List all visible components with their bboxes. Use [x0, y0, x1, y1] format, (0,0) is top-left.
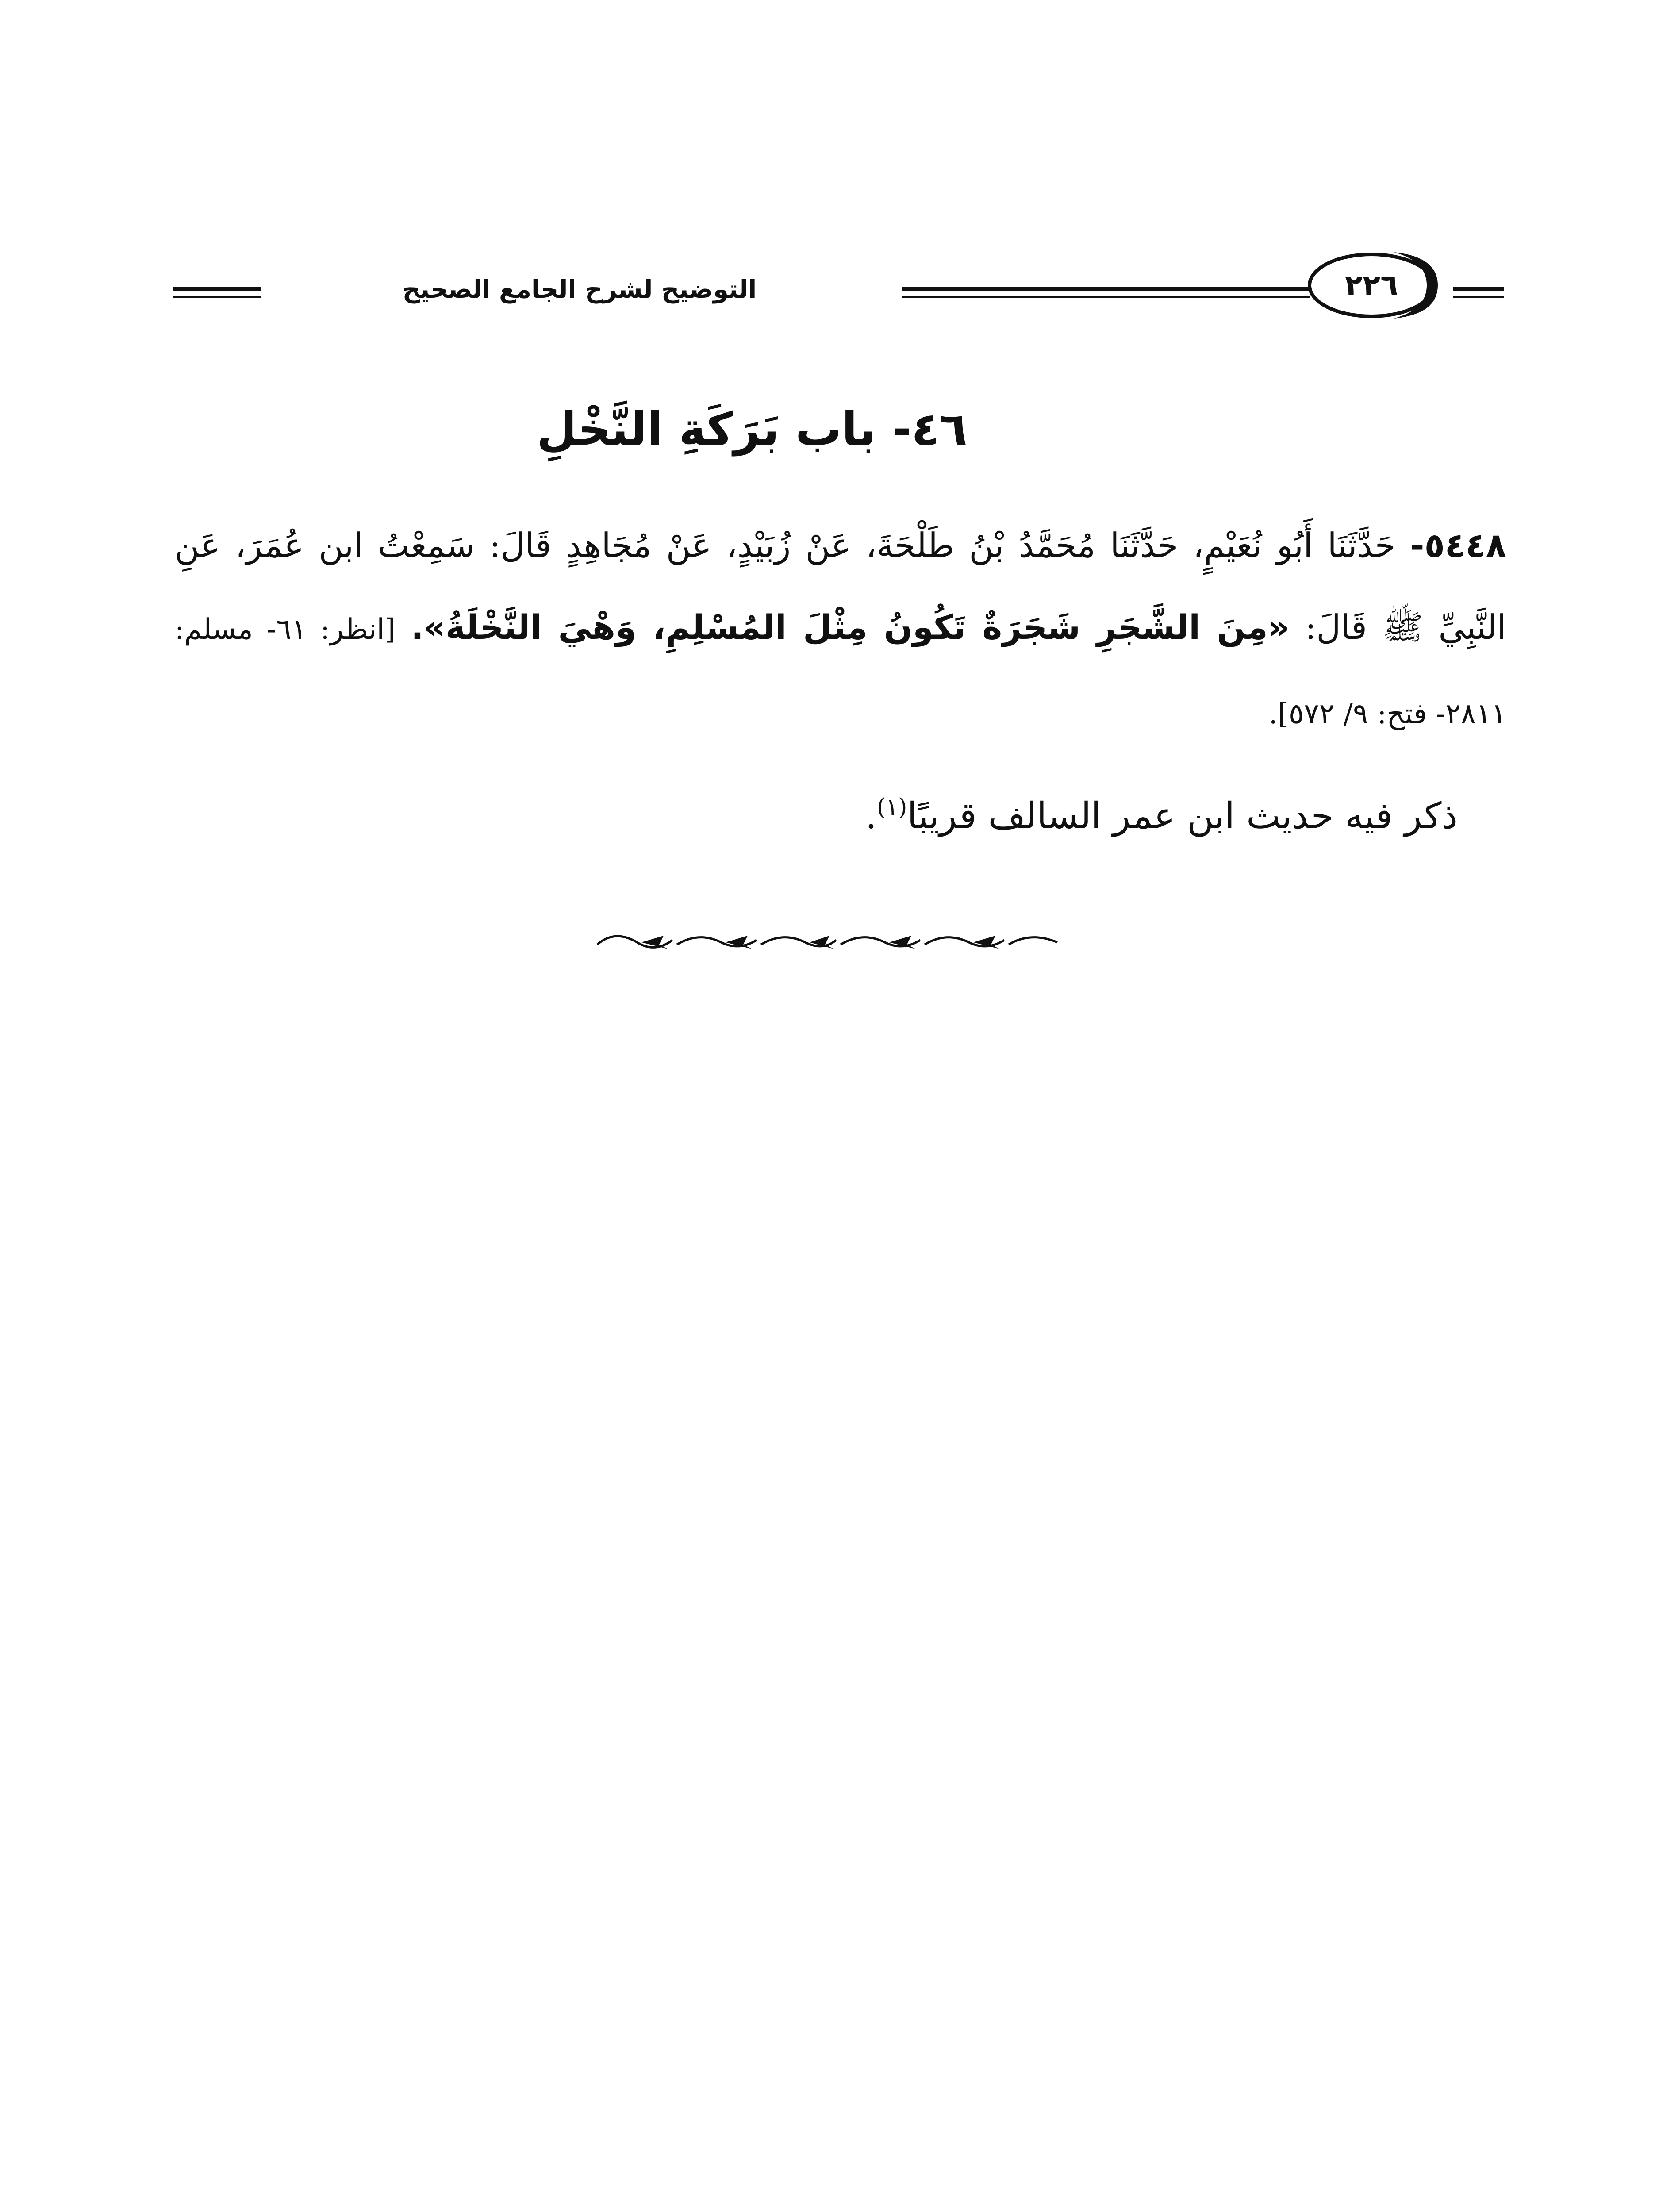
header-rule-main-top	[902, 287, 1310, 291]
chapter-heading: ٤٦- باب بَرَكَةِ النَّخْلِ	[537, 402, 968, 456]
footnote-reference[interactable]: (١)	[876, 794, 907, 821]
hadith-number: ٥٤٤٨-	[1410, 526, 1506, 565]
running-title: التوضيح لشرح الجامع الصحيح	[402, 275, 757, 304]
ornamental-divider	[588, 922, 1066, 962]
commentary-text: ذكر فيه حديث ابن عمر السالف قريبًا	[907, 795, 1458, 837]
page-number: ٢٢٦	[1344, 268, 1398, 302]
header-rule-left-top	[173, 287, 261, 291]
hadith-matn: «مِنَ الشَّجَرِ شَجَرَةٌ تَكُونُ مِثْلَ المُسْلِمِ، وَهْيَ النَّخْلَةُ».	[411, 607, 1290, 647]
hadith-isnad: حَدَّثَنَا أَبُو نُعَيْمٍ، حَدَّثَنَا مُحَمَّدُ بْنُ طَلْحَةَ، عَنْ زُبَيْدٍ، عَنْ مُجَاهِدٍ قَالَ: سَمِعْتُ ابن عُمَرَ، عَنِ النَّبِيِّ ﷺ قَالَ:	[175, 526, 1507, 647]
page-number-badge	[1305, 248, 1451, 323]
header-rule-right-top	[1453, 287, 1504, 291]
hadith-reference: [انظر: ٦١- مسلم: ٢٨١١- فتح: ٩/ ٥٧٢].	[175, 613, 1506, 730]
header-rule-left-bottom	[173, 296, 261, 298]
hadith-paragraph	[175, 504, 1506, 755]
page-header	[173, 248, 1504, 323]
header-rule-right-bottom	[1453, 296, 1504, 298]
commentary-end: .	[865, 795, 877, 837]
header-rule-main-bottom	[902, 296, 1310, 298]
commentary-paragraph	[175, 783, 1458, 849]
